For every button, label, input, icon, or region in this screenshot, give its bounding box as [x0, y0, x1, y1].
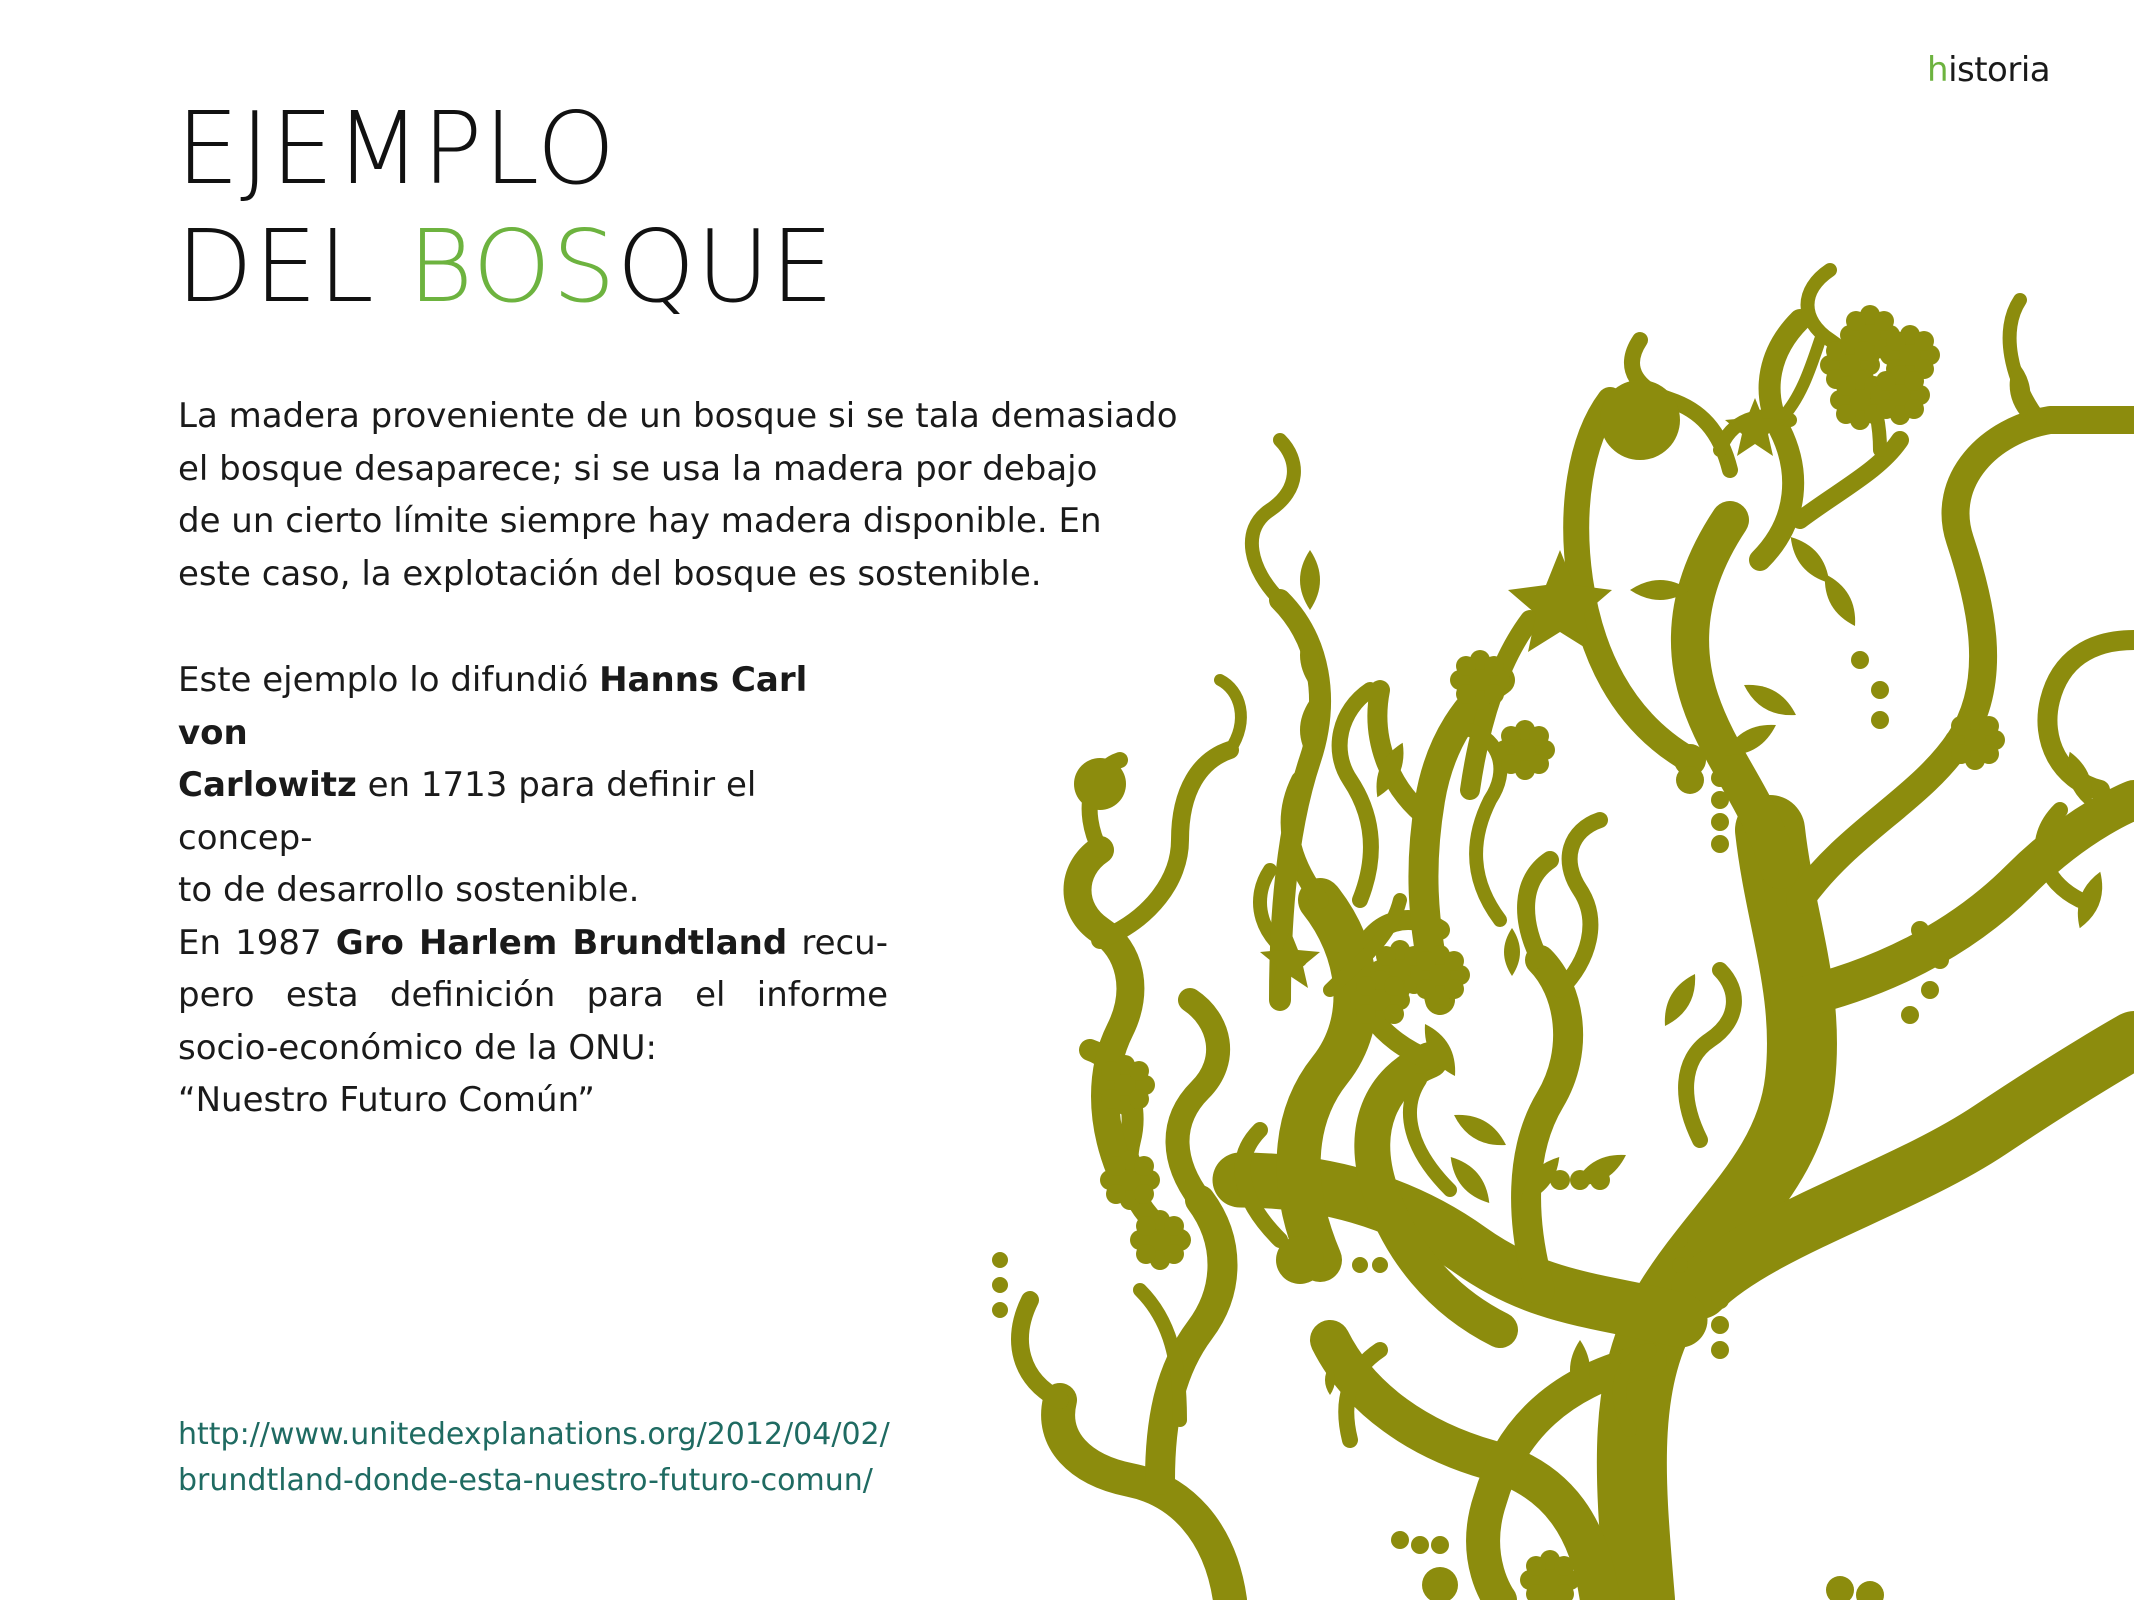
history-text: Este ejemplo lo difundió	[178, 660, 600, 700]
title-line-2-highlight: BOS	[407, 208, 617, 325]
history-text: to de desarrollo sostenible.	[178, 870, 640, 910]
section-tag-initial: h	[1927, 50, 1949, 90]
title-line-2-end: QUE	[616, 208, 835, 325]
history-line-justified: pero esta definición para el informe	[178, 975, 888, 1015]
history-text: recu-	[787, 922, 889, 963]
history-text: En 1987	[178, 922, 336, 963]
history-text: en 1713 para definir el concep-	[178, 765, 757, 858]
history-quote: “Nuestro Futuro Común”	[178, 1080, 595, 1120]
intro-line: el bosque desaparece; si se usa la madera por debajo	[178, 448, 1098, 489]
person-name-carlowitz-cont: Carlowitz	[178, 765, 357, 805]
intro-line: de un cierto límite siempre hay madera disponible. En	[178, 501, 1102, 541]
person-name-carlowitz: Hanns Carl von	[178, 660, 808, 753]
intro-line: este caso, la explotación del bosque es sostenible.	[178, 553, 1042, 594]
person-name-brundtland: Gro Harlem Brundtland	[335, 922, 788, 963]
title-line-2-start: DEL	[176, 208, 408, 325]
source-link-line-1[interactable]: http://www.unitedexplanations.org/2012/04/02/	[178, 1417, 890, 1452]
history-text: socio-económico de la ONU:	[178, 1027, 657, 1068]
intro-line: La madera proveniente de un bosque si se tala demasiado	[178, 396, 1178, 436]
section-tag-text: istoria	[1948, 50, 2051, 90]
source-link-line-2[interactable]: brundtland-donde-esta-nuestro-futuro-comun/	[178, 1463, 873, 1498]
title-line-1: EJEMPLO	[176, 90, 617, 207]
